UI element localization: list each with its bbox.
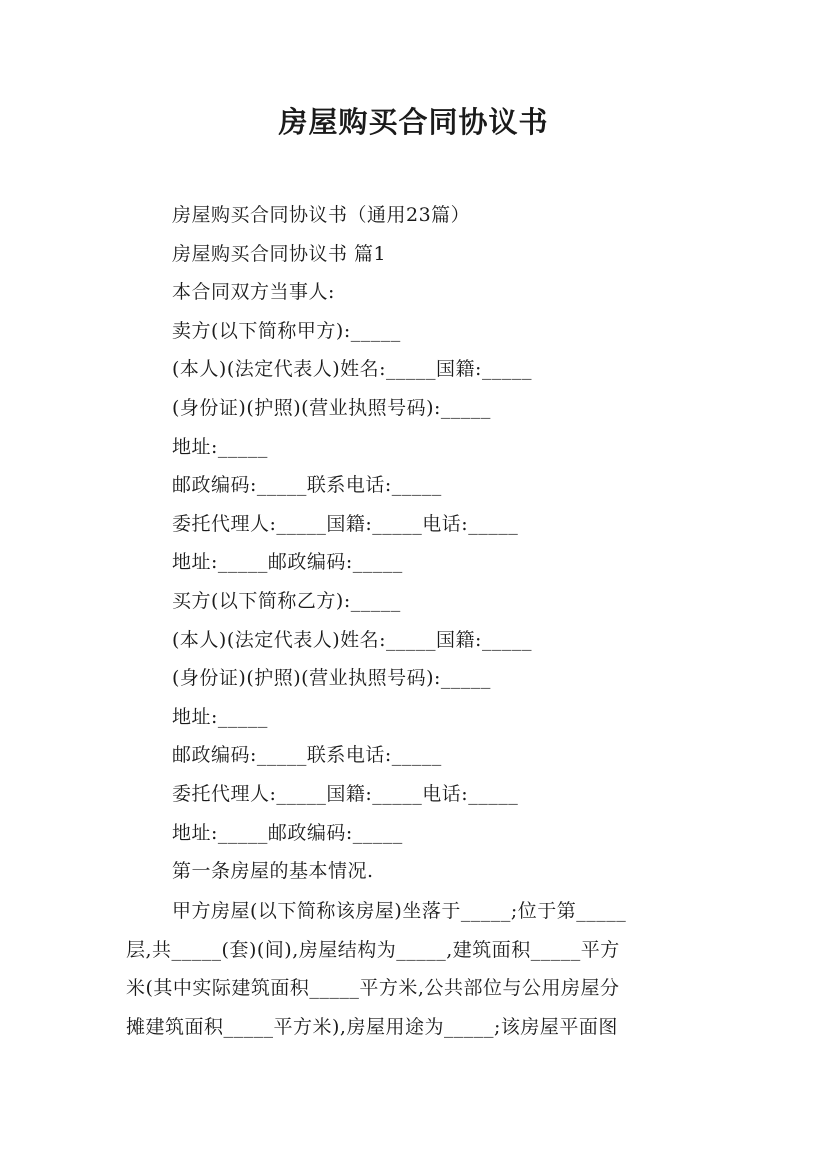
subtitle-line: 房屋购买合同协议书（通用23篇） xyxy=(172,204,471,226)
article-heading: 第一条房屋的基本情况. xyxy=(172,860,374,883)
text-line: 地址:_____ xyxy=(172,435,268,458)
text-line: (本人)(法定代表人)姓名:_____国籍:_____ xyxy=(172,358,532,381)
text-line: 地址:_____邮政编码:_____ xyxy=(172,551,403,574)
text-line: 委托代理人:_____国籍:_____电话:_____ xyxy=(172,512,519,535)
section-heading: 房屋购买合同协议书 篇1 xyxy=(172,242,387,265)
text-line: 委托代理人:_____国籍:_____电话:_____ xyxy=(172,782,519,805)
text-line: 地址:_____ xyxy=(172,705,268,728)
document-title: 房屋购买合同协议书 xyxy=(278,105,549,139)
text-line: 本合同双方当事人: xyxy=(172,281,335,304)
text-line: 地址:_____邮政编码:_____ xyxy=(172,821,403,844)
text-line: (本人)(法定代表人)姓名:_____国籍:_____ xyxy=(172,628,532,651)
paragraph-line: 米(其中实际建筑面积_____平方米,公共部位与公用房屋分 xyxy=(126,977,620,1000)
text-line: (身份证)(护照)(营业执照号码):_____ xyxy=(172,396,491,419)
text-line: 买方(以下简称乙方):_____ xyxy=(172,589,401,612)
article-paragraph xyxy=(126,892,704,1046)
text-line: (身份证)(护照)(营业执照号码):_____ xyxy=(172,667,491,690)
paragraph-line: 摊建筑面积_____平方米),房屋用途为_____;该房屋平面图 xyxy=(126,1015,618,1038)
text-line: 邮政编码:_____联系电话:_____ xyxy=(172,744,442,767)
text-line: 卖方(以下简称甲方):_____ xyxy=(172,319,401,342)
text-line: 邮政编码:_____联系电话:_____ xyxy=(172,474,442,497)
paragraph-line: 甲方房屋(以下简称该房屋)坐落于_____;位于第_____ xyxy=(172,900,627,922)
document-body xyxy=(172,196,732,891)
paragraph-line: 层,共_____(套)(间),房屋结构为_____,建筑面积_____平方 xyxy=(126,938,620,961)
